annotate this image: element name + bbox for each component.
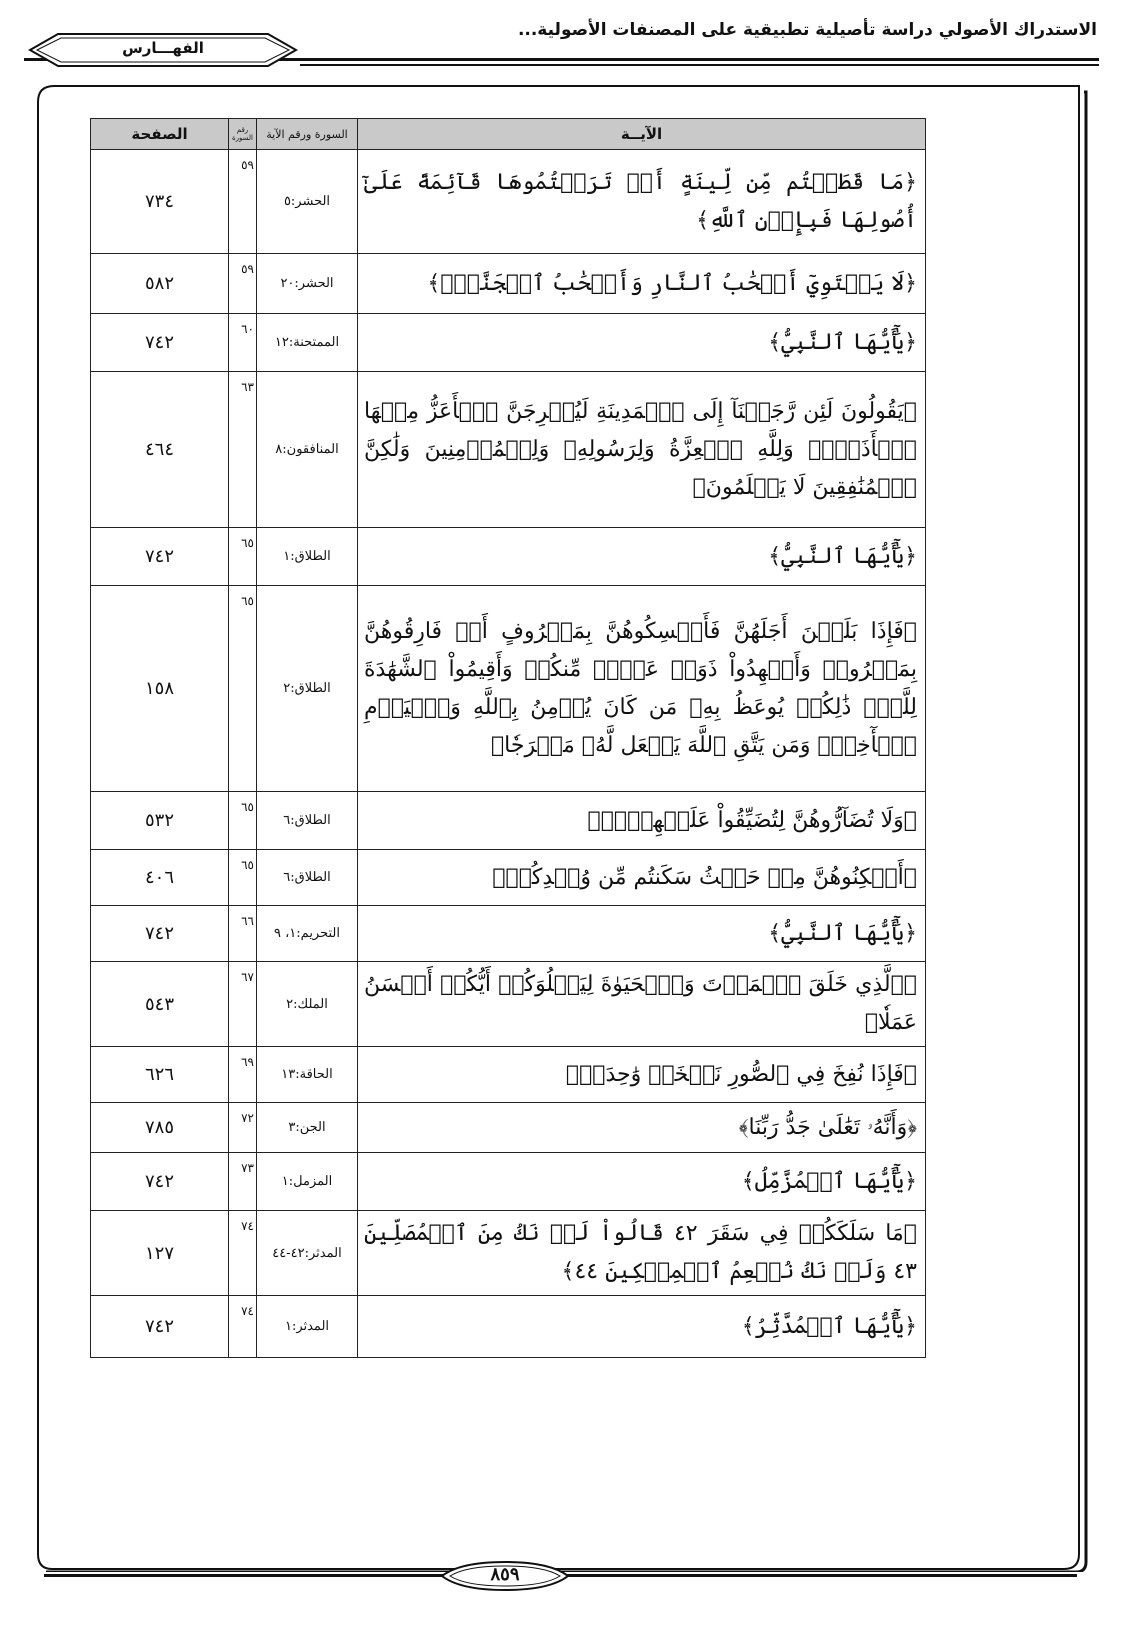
- sura-number-cell: ٥٩: [229, 150, 257, 254]
- page-cell: ٧٨٥: [91, 1103, 229, 1153]
- page-cell: ٧٤٢: [91, 1153, 229, 1211]
- page-number: ٨٥٩: [490, 1564, 520, 1585]
- table-row: [91, 1103, 926, 1153]
- sura-verse-cell: الملك:٢: [257, 962, 358, 1047]
- page-cell: ٧٣٤: [91, 150, 229, 254]
- page-number-badge: [440, 1560, 570, 1592]
- sura-verse-cell: الطلاق:٦: [257, 792, 358, 850]
- table-row: [91, 150, 926, 254]
- verse-cell: ﴿يَٰٓأَيُّهَا ٱلۡمُزَّمِّلُ﴾: [358, 1153, 926, 1211]
- table-row: [91, 792, 926, 850]
- table-row: [91, 1211, 926, 1296]
- sura-number-cell: ٦٦: [229, 906, 257, 962]
- verse-cell: ﴿وَأَنَّهُۥ تَعَٰلَىٰ جَدُّ رَبِّنَا﴾: [358, 1103, 926, 1153]
- page-cell: ٧٤٢: [91, 906, 229, 962]
- verse-cell: ﴿فَإِذَا بَلَغۡنَ أَجَلَهُنَّ فَأَمۡسِكُوهُنَّ بِمَعۡرُوفٍ أَوۡ فَارِقُوهُنَّ بِمَعۡرُوفٖ وَأَشۡهِدُواْ ذَوَيۡ عَدۡلٖ مِّنكُمۡ وَأَقِيمُواْ ٱلشَّهَٰدَةَ لِلَّهِۚ ذَٰلِكُمۡ يُوعَظُ بِهِۦ مَن كَانَ يُؤۡمِنُ بِٱللَّهِ وَٱلۡيَوۡمِ ٱلۡأٓخِرِۚ وَمَن يَتَّقِ ٱللَّهَ يَجۡعَل لَّهُۥ مَخۡرَجٗا﴾: [358, 586, 926, 792]
- sura-verse-cell: المدثر:١: [257, 1296, 358, 1358]
- page-cell: ٦٢٦: [91, 1047, 229, 1103]
- sura-number-cell: ٧٤: [229, 1296, 257, 1358]
- table-row: [91, 314, 926, 372]
- sura-number-cell: ٦٠: [229, 314, 257, 372]
- sura-verse-cell: المزمل:١: [257, 1153, 358, 1211]
- header-verse: الآيــة: [358, 119, 926, 150]
- sura-verse-cell: الطلاق:٦: [257, 850, 358, 906]
- page-cell: ٤٠٦: [91, 850, 229, 906]
- page-cell: ٥٣٢: [91, 792, 229, 850]
- header-sura-number: [229, 119, 257, 150]
- section-badge: [28, 30, 298, 70]
- verse-index-table: [90, 118, 926, 1358]
- sura-verse-cell: الطلاق:٢: [257, 586, 358, 792]
- page-cell: ٤٦٤: [91, 372, 229, 528]
- table-row: [91, 1153, 926, 1211]
- verse-cell: ﴿يَٰٓأَيُّهَا ٱلنَّبِيُّ﴾: [358, 528, 926, 586]
- header-rule-thin: [300, 64, 1099, 66]
- section-label: الفهـــارس: [122, 39, 204, 57]
- sura-verse-cell: التحريم:١، ٩: [257, 906, 358, 962]
- sura-number-cell: ٧٣: [229, 1153, 257, 1211]
- page-cell: ١٢٧: [91, 1211, 229, 1296]
- table-row: [91, 1296, 926, 1358]
- table-row: [91, 906, 926, 962]
- page-cell: ٧٤٢: [91, 314, 229, 372]
- verse-cell: ﴿أَسۡكِنُوهُنَّ مِنۡ حَيۡثُ سَكَنتُم مِّن وُجۡدِكُمۡ﴾: [358, 850, 926, 906]
- page-cell: ١٥٨: [91, 586, 229, 792]
- sura-verse-cell: الطلاق:١: [257, 528, 358, 586]
- book-title: الاستدراك الأصولي دراسة تأصيلية تطبيقية على المصنفات الأصولية...: [517, 20, 1097, 40]
- verse-cell: ﴿يَقُولُونَ لَئِن رَّجَعۡنَآ إِلَى ٱلۡمَدِينَةِ لَيُخۡرِجَنَّ ٱلۡأَعَزُّ مِنۡهَا ٱلۡأَذَلَّۚ وَلِلَّهِ ٱلۡعِزَّةُ وَلِرَسُولِهِۦ وَلِلۡمُؤۡمِنِينَ وَلَٰكِنَّ ٱلۡمُنَٰفِقِينَ لَا يَعۡلَمُونَ﴾: [358, 372, 926, 528]
- page-cell: ٧٤٢: [91, 1296, 229, 1358]
- page-cell: ٥٤٣: [91, 962, 229, 1047]
- sura-verse-cell: المدثر:٤٢-٤٤: [257, 1211, 358, 1296]
- sura-verse-cell: الممتحنة:١٢: [257, 314, 358, 372]
- sura-number-cell: ٦٥: [229, 850, 257, 906]
- table-row: [91, 528, 926, 586]
- sura-number-cell: ٦٥: [229, 586, 257, 792]
- page-cell: ٧٤٢: [91, 528, 229, 586]
- sura-verse-cell: المنافقون:٨: [257, 372, 358, 528]
- page-cell: ٥٨٢: [91, 254, 229, 314]
- table-header-row: [91, 119, 926, 150]
- sura-number-cell: ٦٥: [229, 792, 257, 850]
- verse-cell: ﴿وَلَا تُضَآرُّوهُنَّ لِتُضَيِّقُواْ عَلَيۡهِنَّۚ﴾: [358, 792, 926, 850]
- verse-cell: ﴿مَا قَطَعۡتُم مِّن لِّينَةٍ أَوۡ تَرَكۡتُمُوهَا قَآئِمَةً عَلَىٰٓ أُصُولِهَا فَبِإِذۡنِ ٱللَّهِ﴾: [358, 150, 926, 254]
- table-row: [91, 586, 926, 792]
- verse-cell: ﴿لَا يَسۡتَوِيٓ أَصۡحَٰبُ ٱلنَّارِ وَأَصۡحَٰبُ ٱلۡجَنَّةِۚ﴾: [358, 254, 926, 314]
- sura-verse-cell: الحشر:٥: [257, 150, 358, 254]
- verse-cell: ﴿ٱلَّذِي خَلَقَ ٱلۡمَوۡتَ وَٱلۡحَيَوٰةَ لِيَبۡلُوَكُمۡ أَيُّكُمۡ أَحۡسَنُ عَمَلٗا﴾: [358, 962, 926, 1047]
- sura-number-cell: ٧٤: [229, 1211, 257, 1296]
- header-sura-verse: السورة ورقم الآية: [257, 119, 358, 150]
- sura-verse-cell: الحاقة:١٣: [257, 1047, 358, 1103]
- sura-number-cell: ٦٧: [229, 962, 257, 1047]
- verse-cell: ﴿فَإِذَا نُفِخَ فِي ٱلصُّورِ نَفۡخَةٞ وَٰحِدَةٞ﴾: [358, 1047, 926, 1103]
- sura-number-cell: ٦٣: [229, 372, 257, 528]
- header-sura-number-top: رقم: [236, 126, 249, 134]
- sura-verse-cell: الحشر:٢٠: [257, 254, 358, 314]
- verse-cell: ﴿يَٰٓأَيُّهَا ٱلنَّبِيُّ﴾: [358, 906, 926, 962]
- table-row: [91, 962, 926, 1047]
- verse-cell: ﴿يَٰٓأَيُّهَا ٱلۡمُدَّثِّرُ﴾: [358, 1296, 926, 1358]
- sura-number-cell: ٥٩: [229, 254, 257, 314]
- header-sura-number-bottom: السورة: [232, 134, 253, 142]
- sura-number-cell: ٧٢: [229, 1103, 257, 1153]
- verse-cell: ﴿يَٰٓأَيُّهَا ٱلنَّبِيُّ﴾: [358, 314, 926, 372]
- sura-number-cell: ٦٩: [229, 1047, 257, 1103]
- sura-verse-cell: الجن:٣: [257, 1103, 358, 1153]
- table-row: [91, 850, 926, 906]
- verse-cell: ﴿مَا سَلَكَكُمۡ فِي سَقَرَ ٤٢ قَالُواْ لَمۡ نَكُ مِنَ ٱلۡمُصَلِّينَ ٤٣ وَلَمۡ نَكُ نُطۡعِمُ ٱلۡمِسۡكِينَ ٤٤﴾: [358, 1211, 926, 1296]
- table-row: [91, 254, 926, 314]
- table-row: [91, 1047, 926, 1103]
- sura-number-cell: ٦٥: [229, 528, 257, 586]
- header-page: الصفحة: [91, 119, 229, 150]
- table-row: [91, 372, 926, 528]
